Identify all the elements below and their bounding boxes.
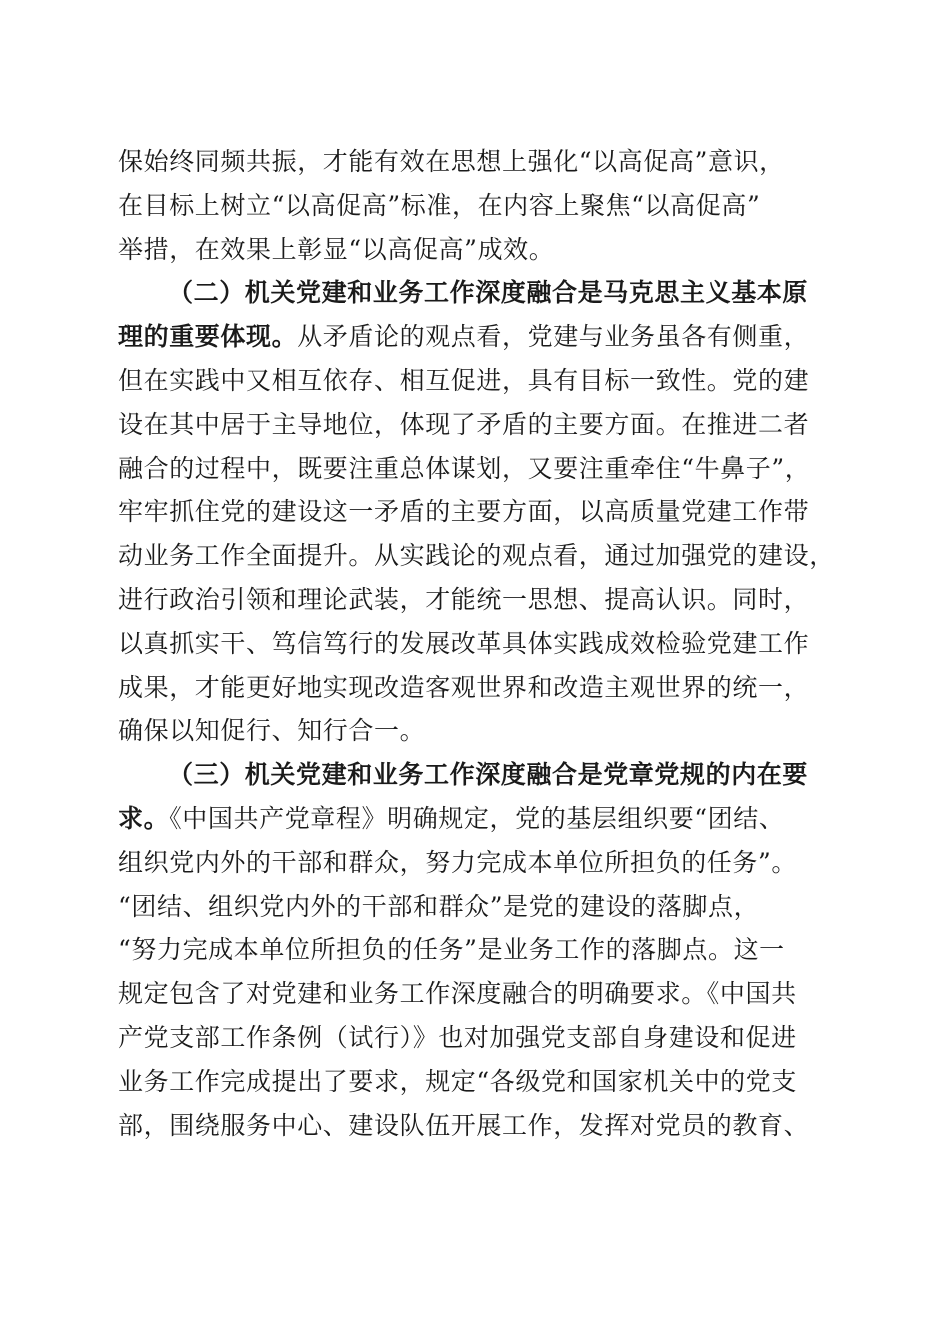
body-line: 在目标上树立“以高促高”标准，在内容上聚焦“以高促高” (118, 190, 761, 220)
body-line: “团结、组织党内外的干部和群众”是党的建设的落脚点， (118, 891, 760, 921)
body-line: 成果，才能更好地实现改造客观世界和改造主观世界的统一， (118, 672, 810, 702)
body-line: 保始终同频共振，才能有效在思想上强化“以高促高”意识， (118, 147, 785, 176)
body-line: 动业务工作全面提升。从实践论的观点看，通过加强党的建设， (118, 541, 835, 571)
body-line (118, 797, 838, 841)
body-line: 组织党内外的干部和群众，努力完成本单位所担负的任务”。 (118, 847, 797, 877)
body-line: 确保以知促行、知行合一。 (118, 716, 426, 746)
document-body (118, 140, 838, 1147)
body-line: 牢牢抓住党的建设这一矛盾的主要方面，以高质量党建工作带 (118, 497, 810, 527)
section-heading-end: 理的重要体现。 (118, 322, 298, 352)
body-line: “努力完成本单位所担负的任务”是业务工作的落脚点。这一 (118, 935, 785, 965)
body-text: 《中国共产党章程》明确规定，党的基层组织要“团结、 (169, 803, 785, 833)
section-heading: （二）机关党建和业务工作深度融合是马克思主义基本原 (168, 278, 809, 308)
body-line: 但在实践中又相互依存、相互促进，具有目标一致性。党的建 (118, 365, 810, 395)
body-line: 融合的过程中，既要注重总体谋划，又要注重牵住“牛鼻子”， (118, 453, 811, 483)
body-line: 设在其中居于主导地位，体现了矛盾的主要方面。在推进二者 (118, 409, 810, 439)
body-line: 以真抓实干、笃信笃行的发展改革具体实践成效检验党建工作 (118, 628, 810, 658)
body-line: 举措，在效果上彰显“以高促高”成效。 (118, 234, 555, 264)
section-heading-end: 求。 (118, 803, 170, 833)
body-line: 进行政治引领和理论武装，才能统一思想、提高认识。同时， (118, 584, 810, 614)
body-line (118, 315, 838, 359)
body-line: 部，围绕服务中心、建设队伍开展工作，发挥对党员的教育、 (118, 1110, 810, 1140)
body-line: 业务工作完成提出了要求，规定“各级党和国家机关中的党支 (118, 1066, 797, 1096)
section-heading: （三）机关党建和业务工作深度融合是党章党规的内在要 (168, 760, 809, 790)
body-line: 规定包含了对党建和业务工作深度融合的明确要求。《中国共 (118, 979, 797, 1009)
body-line: 产党支部工作条例（试行）》也对加强党支部自身建设和促进 (118, 1022, 797, 1052)
body-text: 从矛盾论的观点看，党建与业务虽各有侧重， (297, 322, 810, 352)
